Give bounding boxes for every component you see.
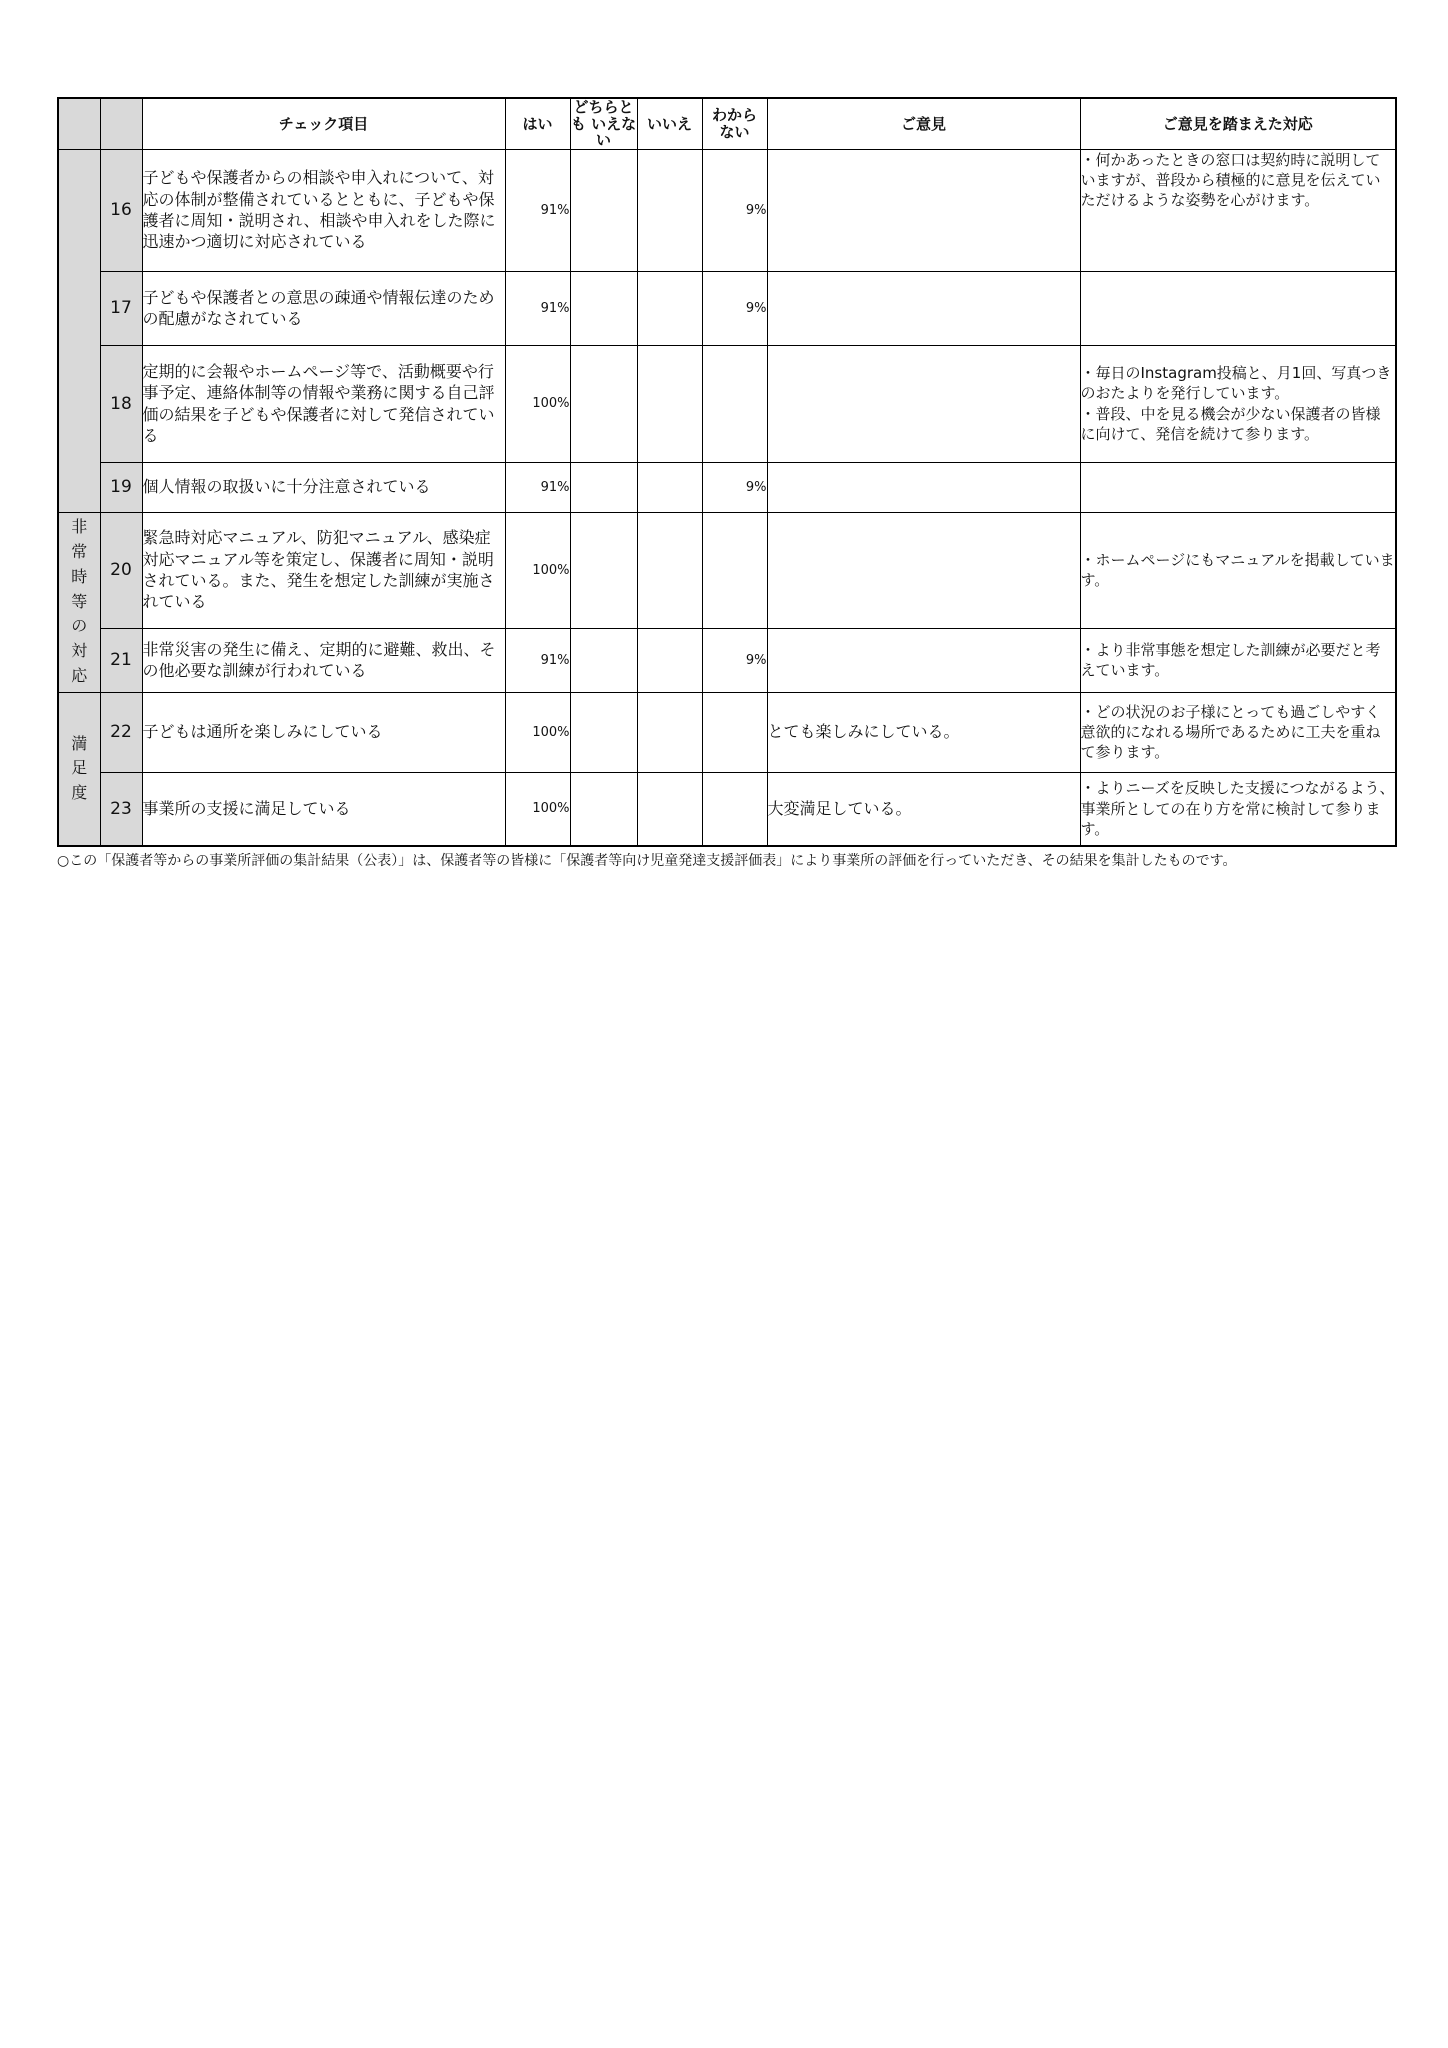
- header-no: いいえ: [637, 98, 702, 149]
- category-cell-blank: [58, 149, 100, 512]
- opinion-text: [767, 512, 1080, 628]
- no-percent: [637, 772, 702, 846]
- opinion-text: [767, 149, 1080, 271]
- footnote: ○この「保護者等からの事業所評価の集計結果（公表）」は、保護者等の皆様に「保護者等向け児童発達支援評価表」により事業所の評価を行っていただき、その結果を集計したものです。: [57, 853, 1237, 869]
- check-item-text: 子どもや保護者からの相談や申入れについて、対応の体制が整備されているとともに、子どもや保護者に周知・説明され、相談や申入れをした際に迅速かつ適切に対応されている: [142, 149, 505, 271]
- response-cell: [1080, 149, 1396, 271]
- neither-percent: [570, 149, 637, 271]
- neither-percent: [570, 772, 637, 846]
- neither-percent: [570, 692, 637, 772]
- no-percent: [637, 271, 702, 345]
- yes-percent: 100%: [505, 512, 570, 628]
- check-item-text: 子どもや保護者との意思の疎通や情報伝達のための配慮がなされている: [142, 271, 505, 345]
- yes-percent: 91%: [505, 628, 570, 692]
- header-neither: どちらとも いえない: [570, 98, 637, 149]
- neither-percent: [570, 628, 637, 692]
- check-item-text: 緊急時対応マニュアル、防犯マニュアル、感染症対応マニュアル等を策定し、保護者に周知・説明されている。また、発生を想定した訓練が実施されている: [142, 512, 505, 628]
- yes-percent: 100%: [505, 692, 570, 772]
- row-number: 20: [100, 512, 142, 628]
- response-cell: [1080, 462, 1396, 512]
- header-response: ご意見を踏まえた対応: [1080, 98, 1396, 149]
- table-row: [58, 345, 1396, 462]
- neither-percent: [570, 462, 637, 512]
- header-opinion: ご意見: [767, 98, 1080, 149]
- unknown-percent: 9%: [702, 462, 767, 512]
- response-cell: [1080, 692, 1396, 772]
- yes-percent: 100%: [505, 345, 570, 462]
- unknown-percent: 9%: [702, 149, 767, 271]
- response-line: ・何かあったときの窓口は契約時に説明していますが、普段から積極的に意見を伝えていただけるような姿勢を心がけます。: [1080, 150, 1381, 209]
- no-percent: [637, 462, 702, 512]
- row-number: 18: [100, 345, 142, 462]
- row-number: 21: [100, 628, 142, 692]
- check-item-text: 個人情報の取扱いに十分注意されている: [142, 462, 505, 512]
- response-line: ・普段、中を見る機会が少ない保護者の皆様に向けて、発信を続けて参ります。: [1080, 404, 1381, 443]
- unknown-percent: [702, 512, 767, 628]
- table-row: [58, 628, 1396, 692]
- response-line: ・よりニーズを反映した支援につながるよう、事業所としての在り方を常に検討して参ります。: [1080, 779, 1395, 838]
- opinion-text: とても楽しみにしている。: [767, 692, 1080, 772]
- category-satisfaction: 満足度: [58, 692, 100, 846]
- header-check-item: チェック項目: [142, 98, 505, 149]
- yes-percent: 91%: [505, 462, 570, 512]
- row-number: 22: [100, 692, 142, 772]
- opinion-text: [767, 345, 1080, 462]
- response-cell: [1080, 772, 1396, 846]
- no-percent: [637, 692, 702, 772]
- table-row: [58, 462, 1396, 512]
- check-item-text: 非常災害の発生に備え、定期的に避難、救出、その他必要な訓練が行われている: [142, 628, 505, 692]
- header-yes: はい: [505, 98, 570, 149]
- check-item-text: 定期的に会報やホームページ等で、活動概要や行事予定、連絡体制等の情報や業務に関する自己評価の結果を子どもや保護者に対して発信されている: [142, 345, 505, 462]
- response-cell: [1080, 345, 1396, 462]
- row-number: 17: [100, 271, 142, 345]
- opinion-text: [767, 462, 1080, 512]
- yes-percent: 91%: [505, 149, 570, 271]
- response-line: ・より非常事態を想定した訓練が必要だと考えています。: [1080, 640, 1381, 679]
- response-line: ・ホームページにもマニュアルを掲載しています。: [1080, 550, 1395, 589]
- table-row: [58, 692, 1396, 772]
- header-unknown: わから ない: [702, 98, 767, 149]
- neither-percent: [570, 345, 637, 462]
- table-row: [58, 271, 1396, 345]
- no-percent: [637, 149, 702, 271]
- response-cell: [1080, 512, 1396, 628]
- no-percent: [637, 345, 702, 462]
- unknown-percent: [702, 692, 767, 772]
- unknown-percent: 9%: [702, 628, 767, 692]
- neither-percent: [570, 512, 637, 628]
- header-category-cell: [58, 98, 100, 149]
- no-percent: [637, 512, 702, 628]
- response-cell: [1080, 628, 1396, 692]
- table-header-row: [58, 98, 1396, 149]
- response-cell: [1080, 271, 1396, 345]
- yes-percent: 100%: [505, 772, 570, 846]
- header-number-cell: [100, 98, 142, 149]
- table-row: [58, 149, 1396, 271]
- table-row: [58, 512, 1396, 628]
- neither-percent: [570, 271, 637, 345]
- opinion-text: 大変満足している。: [767, 772, 1080, 846]
- check-item-text: 事業所の支援に満足している: [142, 772, 505, 846]
- unknown-percent: [702, 345, 767, 462]
- response-line: ・どの状況のお子様にとっても過ごしやすく意欲的になれる場所であるために工夫を重ねて参ります。: [1080, 702, 1381, 762]
- check-item-text: 子どもは通所を楽しみにしている: [142, 692, 505, 772]
- row-number: 16: [100, 149, 142, 271]
- no-percent: [637, 628, 702, 692]
- evaluation-table: [57, 97, 1397, 847]
- opinion-text: [767, 271, 1080, 345]
- table-row: [58, 772, 1396, 846]
- yes-percent: 91%: [505, 271, 570, 345]
- row-number: 19: [100, 462, 142, 512]
- unknown-percent: [702, 772, 767, 846]
- response-line: ・毎日のInstagram投稿と、月1回、写真つきのおたよりを発行しています。: [1080, 364, 1392, 403]
- row-number: 23: [100, 772, 142, 846]
- opinion-text: [767, 628, 1080, 692]
- category-emergency: 非常時等の対応: [58, 512, 100, 692]
- unknown-percent: 9%: [702, 271, 767, 345]
